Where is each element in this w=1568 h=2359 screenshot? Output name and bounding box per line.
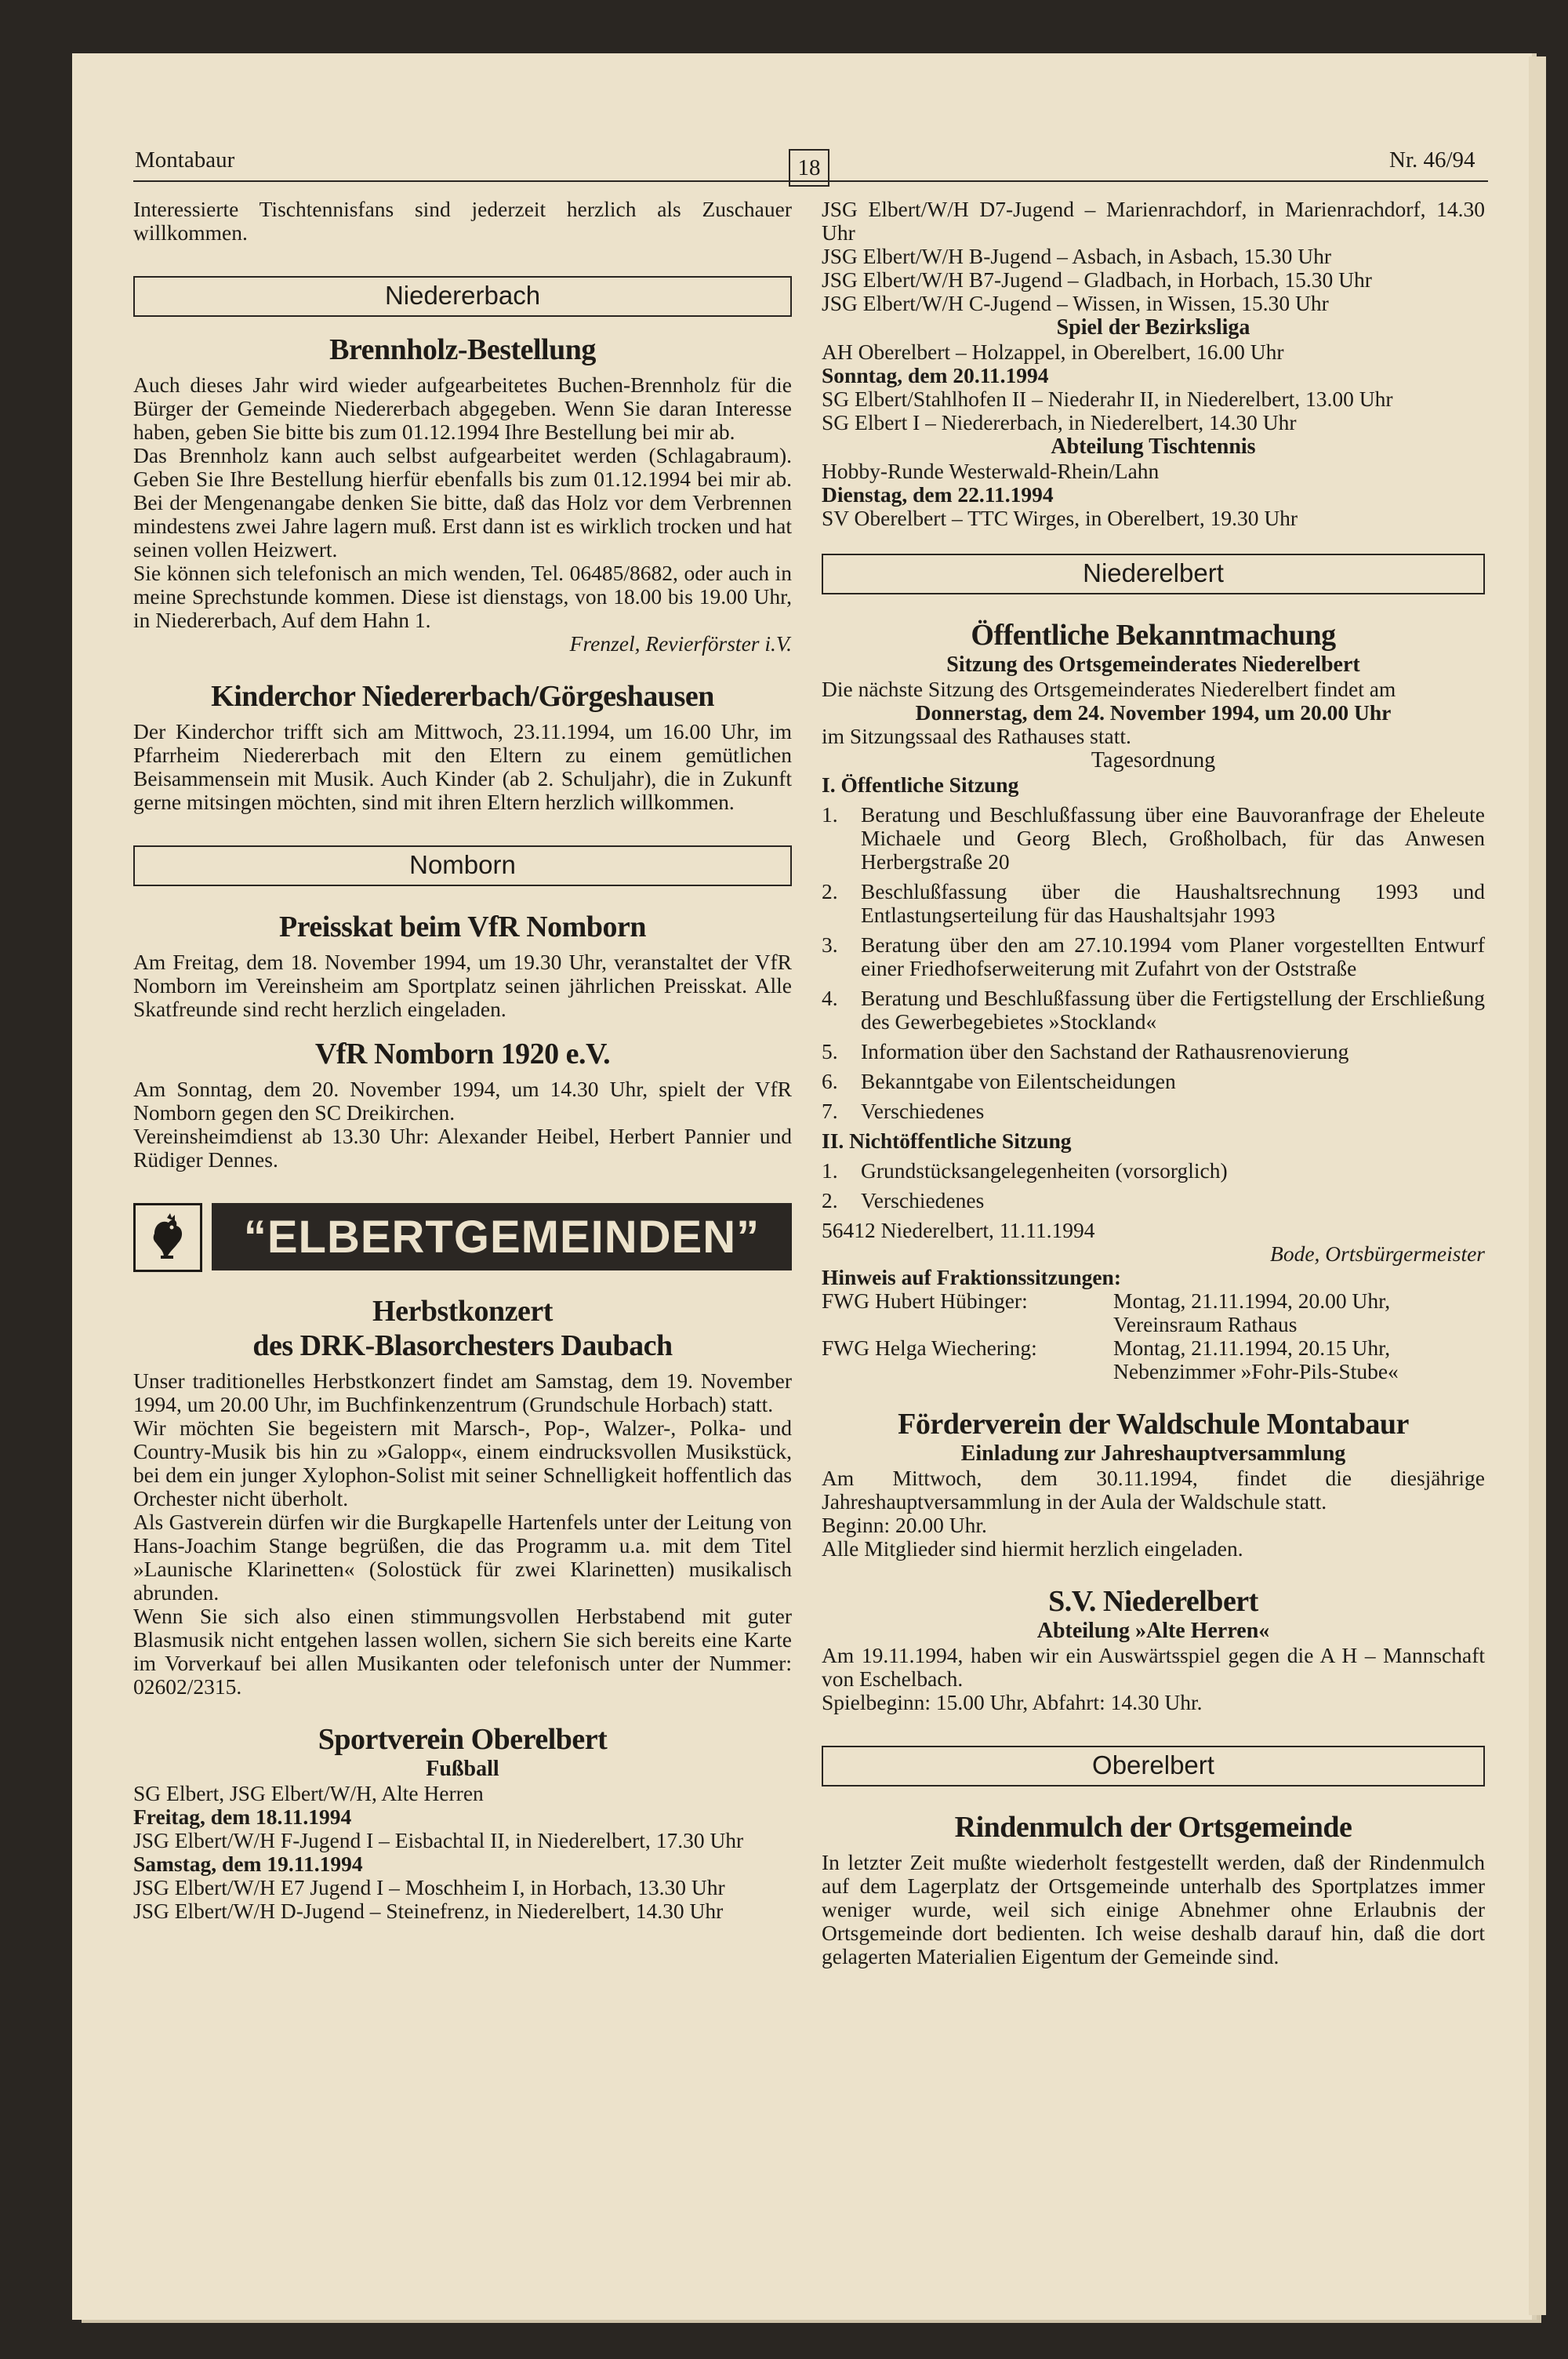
agenda-item [822,1070,1485,1093]
agenda-item-number: 4. [822,986,838,1010]
agenda-item-text: Verschiedenes [861,1099,985,1123]
article-subheading: Sitzung des Ortsgemeinderates Niederelbert [946,652,1360,677]
faction-room: Nebenzimmer »Fohr-Pils-Stube« [1113,1359,1399,1383]
fixture-line: SV Oberelbert – TTC Wirges, in Oberelbert, 19.30 Uhr [822,506,1298,530]
article-title: Sportverein Oberelbert [318,1723,608,1756]
faction-room: Vereinsraum Rathaus [1113,1312,1298,1336]
fixture-date: Sonntag, dem 20.11.1994 [822,363,1049,387]
agenda-item [822,880,1485,927]
section-box-niederelbert: Niederelbert [822,554,1485,594]
article-title: S.V. Niederelbert [1048,1585,1258,1618]
fixture-line: SG Elbert/Stahlhofen II – Niederahr II, in Niederelbert, 13.00 Uhr [822,387,1393,411]
agenda-item-text: Grundstücksangelegenheiten (vorsorglich) [861,1158,1228,1183]
agenda-item-text: Verschiedenes [861,1188,985,1212]
agenda-list-private [822,1159,1485,1212]
agenda-item-text: Beschlußfassung über die Haushaltsrechnung 1993 und Entlastungserteilung für das Haushaltsjahr 1993 [861,879,1485,927]
agenda-item-text: Beratung über den am 27.10.1994 vom Planer vorgestellten Entwurf einer Friedhofserweiterung mit Zufahrt von der Oststraße [861,932,1485,980]
agenda-item [822,987,1485,1034]
fixture-line: JSG Elbert/W/H C-Jugend – Wissen, in Wissen, 15.30 Uhr [822,291,1329,315]
agenda-section: I. Öffentliche Sitzung [822,772,1019,797]
article-paragraph: Das Brennholz kann auch selbst aufgearbeitet werden (Schlagabraum). Geben Sie Ihre Bestellung hierfür ebenfalls bis zum 01.12.1994 bei mir ab. Bei der Mengenangabe denken Sie bitte, daß das Holz vor dem Verbrennen mindestens zwei Jahre lagern muß. Erst dann ist es wirklich trocken und hat seinen vollen Heizwert. [133,443,792,562]
agenda-item-number: 5. [822,1039,838,1063]
header-issue: Nr. 46/94 [1389,147,1475,173]
signature: Frenzel, Revierförster i.V. [569,631,792,656]
article-paragraph: Der Kinderchor trifft sich am Mittwoch, 23.11.1994, um 16.00 Uhr, im Pfarrheim Niedererbach mit den Eltern zu einem gemütlichen Beisammensein mit Musik. Auch Kinder (ab 2. Schuljahr), die in Zukunft gerne mitsingen möchten, sind mit ihren Eltern herzlich willkommen. [133,719,792,814]
faction-time [1113,1289,1485,1336]
agenda-item-number: 6. [822,1069,838,1093]
fixture-line: SG Elbert, JSG Elbert/W/H, Alte Herren [133,1781,484,1805]
article-title: Kinderchor Niedererbach/Görgeshausen [211,680,714,713]
section-box-nomborn: Nomborn [133,845,792,886]
article-paragraph: Als Gastverein dürfen wir die Burgkapelle Hartenfels unter der Leitung von Hans-Joachim Stange begrüßen, die das Programm u.a. mit dem Titel »Launische Klarinetten« (Solostück für zwei Klarinetten) musikalisch abrunden. [133,1510,792,1605]
article-subheading: Abteilung Tischtennis [1051,434,1256,459]
faction-row [822,1336,1485,1383]
agenda-heading: Tagesordnung [1091,748,1216,772]
header-place: Montabaur [135,147,235,173]
article-subheading: Fußball [426,1757,499,1781]
agenda-item-number: 1. [822,1158,838,1183]
article-subheading: Abteilung »Alte Herren« [1036,1619,1270,1643]
agenda-item [822,1040,1485,1063]
agenda-item [822,933,1485,980]
fixture-line: AH Oberelbert – Holzappel, in Oberelbert, 16.00 Uhr [822,340,1284,364]
article-paragraph: Sie können sich telefonisch an mich wenden, Tel. 06485/8682, oder auch in meine Sprechstunde kommen. Diese ist dienstags, von 18.00 bis 19.00 Uhr, in Niedererbach, Auf dem Hahn 1. [133,561,792,632]
fixture-line: SG Elbert I – Niedererbach, in Niederelbert, 14.30 Uhr [822,410,1297,434]
meeting-date: Donnerstag, dem 24. November 1994, um 20.00 Uhr [915,700,1392,725]
agenda-item-number: 1. [822,802,838,827]
article-paragraph: Am Mittwoch, dem 30.11.1994, findet die diesjährige Jahreshauptversammlung in der Aula der Waldschule statt. [822,1466,1485,1514]
article-paragraph: Am 19.11.1994, haben wir ein Auswärtsspiel gegen die A H – Mannschaft von Eschelbach. [822,1643,1485,1691]
fixture-line: JSG Elbert/W/H B7-Jugend – Gladbach, in Horbach, 15.30 Uhr [822,267,1372,292]
fixture-date: Dienstag, dem 22.11.1994 [822,482,1054,507]
agenda-item-text: Information über den Sachstand der Rathausrenovierung [861,1039,1349,1063]
article-paragraph: Beginn: 20.00 Uhr. [822,1513,987,1537]
article-paragraph: im Sitzungssaal des Rathauses statt. [822,724,1131,748]
article-title: Öffentliche Bekanntmachung [971,619,1336,652]
agenda-item-text: Beratung und Beschlußfassung über die Fertigstellung der Erschließung des Gewerbegebietes »Stockland« [861,986,1485,1034]
article-title: VfR Nomborn 1920 e.V. [314,1038,611,1070]
fixture-line: JSG Elbert/W/H F-Jugend I – Eisbachtal II, in Niederelbert, 17.30 Uhr [133,1828,744,1852]
fixture-date: Freitag, dem 18.11.1994 [133,1805,352,1829]
article-title: Förderverein der Waldschule Montabaur [898,1408,1409,1441]
article-paragraph: Wir möchten Sie begeistern mit Marsch-, Pop-, Walzer-, Polka- und Country-Musik bis hin zu »Galopp«, einem eindrucksvollen Musikstück, bei dem ein junger Xylophon-Solist mit seiner Schnelligkeit hoffentlich das Orchester nicht überholt. [133,1416,792,1510]
right-column [822,198,1485,1968]
article-subheading: Einladung zur Jahreshauptversammlung [960,1441,1346,1466]
article-paragraph: Unser traditionelles Herbstkonzert findet am Samstag, dem 19. November 1994, um 20.00 Uhr, im Buchfinkenzentrum (Grundschule Horbach) statt. [133,1369,792,1416]
article-paragraph: Die nächste Sitzung des Ortsgemeinderates Niederelbert findet am [822,677,1396,701]
article-paragraph: Auch dieses Jahr wird wieder aufgearbeitetes Buchen-Brennholz für die Bürger der Gemeinde Niedererbach abgegeben. Wenn Sie daran Interesse haben, geben Sie bitte bis zum 01.12.1994 Ihre Bestellung bei mir ab. [133,373,792,444]
agenda-item [822,803,1485,874]
fixture-line: Hobby-Runde Westerwald-Rhein/Lahn [822,459,1160,483]
fixture-line: JSG Elbert/W/H B-Jugend – Asbach, in Asbach, 15.30 Uhr [822,244,1331,268]
agenda-item-number: 2. [822,1188,838,1212]
fixture-line: JSG Elbert/W/H D-Jugend – Steinefrenz, in Niederelbert, 14.30 Uhr [133,1899,724,1923]
faction-name: FWG Helga Wiechering: [822,1336,1037,1360]
agenda-item-number: 2. [822,879,838,903]
left-column [133,198,792,1923]
page-number: 18 [789,149,829,187]
section-box-oberelbert: Oberelbert [822,1746,1485,1787]
fixture-line: JSG Elbert/W/H D7-Jugend – Marienrachdorf, in Marienrachdorf, 14.30 Uhr [822,197,1485,245]
article-subheading: Spiel der Bezirksliga [1056,315,1250,340]
agenda-item-text: Bekanntgabe von Eilentscheidungen [861,1069,1176,1093]
header-rule [133,180,1488,182]
fixture-date: Samstag, dem 19.11.1994 [133,1852,363,1876]
agenda-item [822,1100,1485,1123]
article-paragraph: Alle Mitglieder sind hiermit herzlich eingeladen. [822,1536,1243,1561]
agenda-item [822,1189,1485,1212]
agenda-list-public [822,803,1485,1123]
article-paragraph: Vereinsheimdienst ab 13.30 Uhr: Alexander Heibel, Herbert Pannier und Rüdiger Dennes. [133,1124,792,1172]
faction-name: FWG Hubert Hübinger: [822,1289,1028,1313]
banner-title: “ELBERTGEMEINDEN” [212,1203,792,1270]
faction-row [822,1289,1485,1336]
agenda-item [822,1159,1485,1183]
agenda-item-number: 3. [822,932,838,957]
rooster-logo-icon [133,1203,202,1272]
paper-edge [1529,56,1546,2315]
article-title: Herbstkonzert [372,1295,553,1328]
article-subtitle: des DRK-Blasorchesters Daubach [252,1329,673,1362]
faction-heading: Hinweis auf Fraktionssitzungen: [822,1265,1121,1289]
agenda-item-number: 7. [822,1099,838,1123]
place-date: 56412 Niederelbert, 11.11.1994 [822,1218,1095,1242]
faction-date: Montag, 21.11.1994, 20.15 Uhr, [1113,1336,1391,1360]
faction-time [1113,1336,1485,1383]
intro-text: Interessierte Tischtennisfans sind jederzeit herzlich als Zuschauer willkommen. [133,197,792,245]
agenda-item-text: Beratung und Beschlußfassung über eine Bauvoranfrage der Eheleute Michaele und Georg Blech, Großholbach, für das Anwesen Herbergstraße 20 [861,802,1485,874]
agenda-section: II. Nichtöffentliche Sitzung [822,1129,1072,1153]
fixture-line: JSG Elbert/W/H E7 Jugend I – Moschheim I, in Horbach, 13.30 Uhr [133,1875,725,1899]
article-paragraph: Spielbeginn: 15.00 Uhr, Abfahrt: 14.30 Uhr. [822,1690,1203,1714]
article-title: Rindenmulch der Ortsgemeinde [954,1811,1352,1844]
elbertgemeinden-banner [133,1203,792,1270]
article-title: Preisskat beim VfR Nomborn [279,911,646,943]
signature: Bode, Ortsbürgermeister [1270,1241,1485,1266]
article-paragraph: Am Freitag, dem 18. November 1994, um 19.30 Uhr, veranstaltet der VfR Nomborn im Vereinsheim am Sportplatz seinen jährlichen Preisskat. Alle Skatfreunde sind recht herzlich eingeladen. [133,950,792,1021]
section-box-niedererbach: Niedererbach [133,276,792,317]
article-paragraph: Wenn Sie sich also einen stimmungsvollen Herbstabend mit guter Blasmusik nicht entgehen lassen wollen, sichern Sie sich bereits eine Karte im Vorverkauf bei allen Musikanten oder telefonisch unter der Nummer: 02602/2315. [133,1604,792,1699]
article-paragraph: Am Sonntag, dem 20. November 1994, um 14.30 Uhr, spielt der VfR Nomborn gegen den SC Dreikirchen. [133,1077,792,1125]
article-title: Brennholz-Bestellung [329,333,596,366]
article-paragraph: In letzter Zeit mußte wiederholt festgestellt werden, daß der Rindenmulch auf dem Lagerplatz der Ortsgemeinde unterhalb des Sportplatzes immer weniger wurde, weil sich einige Abnehmer ohne Erlaubnis der Ortsgemeinde dort bedienten. Ich weise deshalb darauf hin, daß die dort gelagerten Materialien Eigentum der Gemeinde sind. [822,1850,1485,1968]
faction-date: Montag, 21.11.1994, 20.00 Uhr, [1113,1289,1391,1313]
